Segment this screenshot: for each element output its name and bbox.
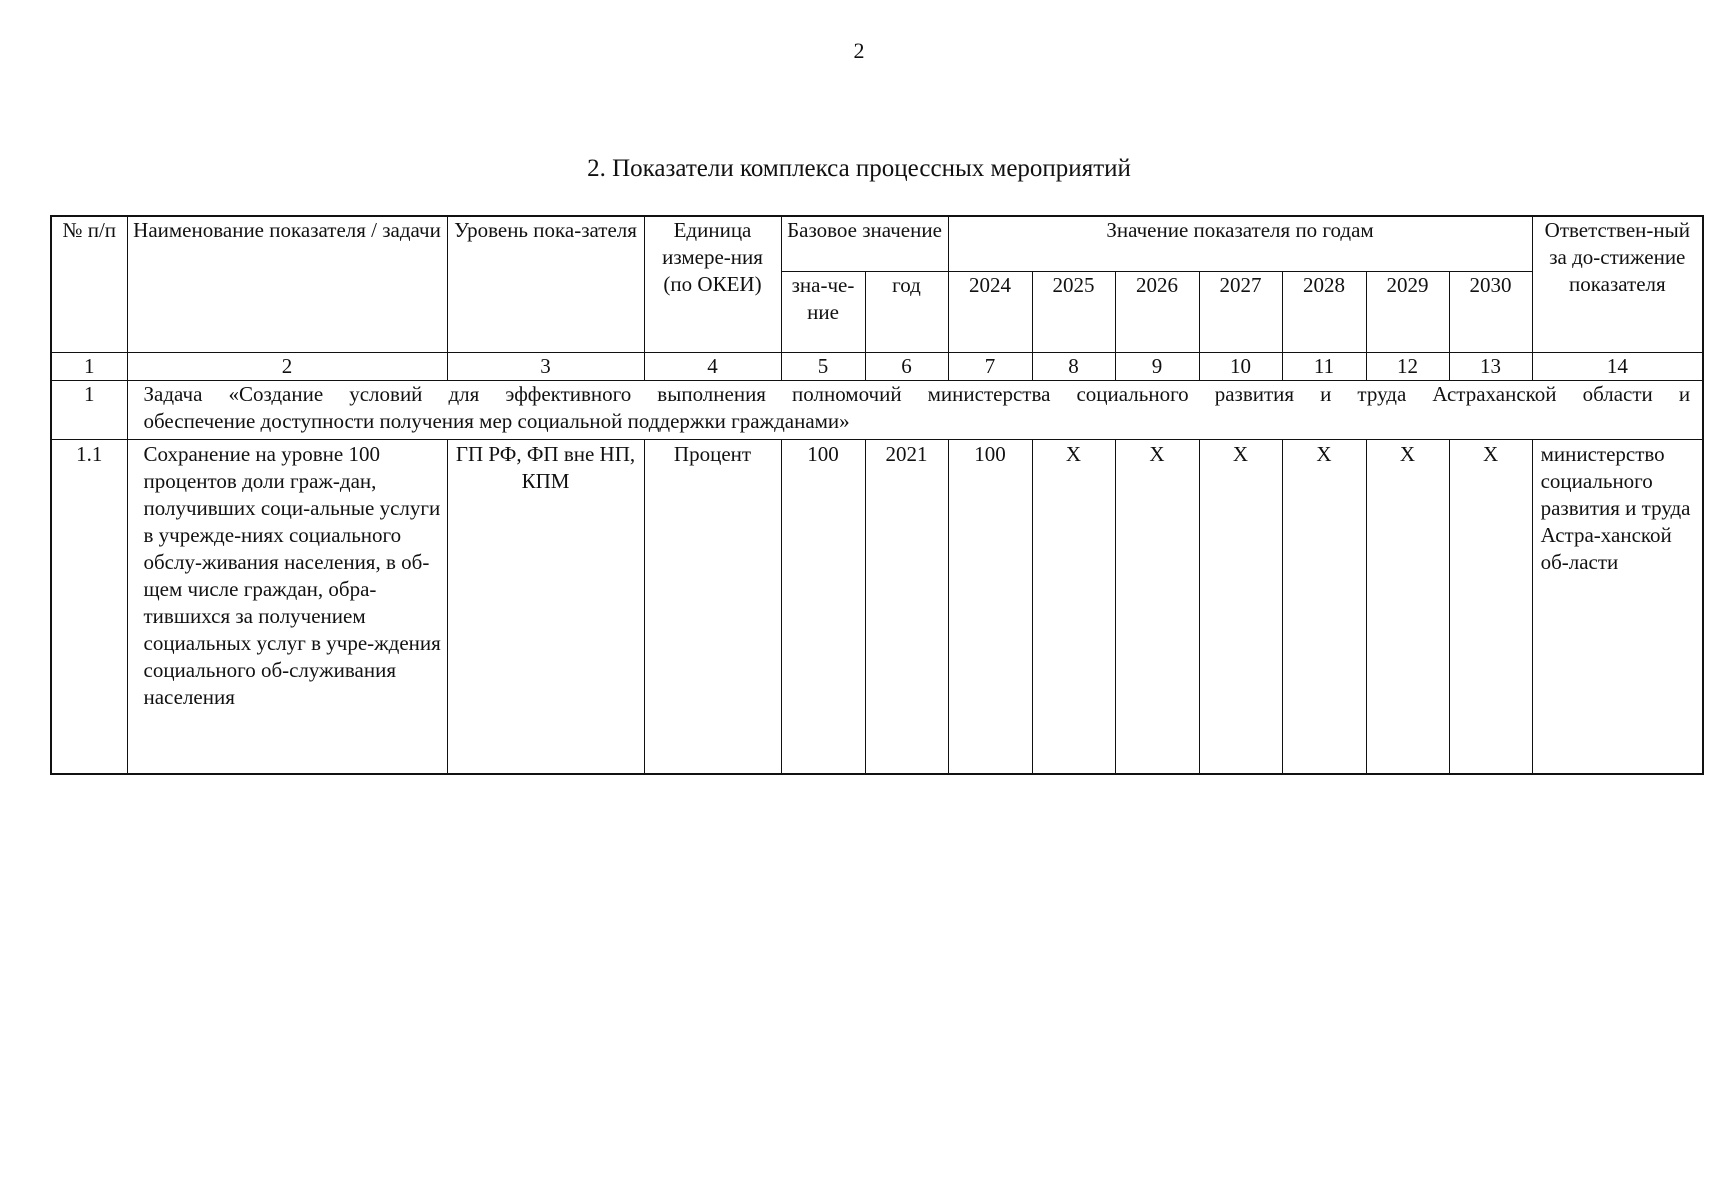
header-unit: Единица измере-ния (по ОКЕИ)	[644, 216, 781, 353]
column-number: 12	[1366, 353, 1449, 381]
task-line-2: обеспечение доступности получения мер социальной поддержки гражданами»	[143, 409, 850, 433]
column-number: 8	[1032, 353, 1115, 381]
column-number: 4	[644, 353, 781, 381]
header-num: № п/п	[51, 216, 127, 272]
header-level-cont	[447, 272, 644, 353]
header-year: 2027	[1199, 272, 1282, 353]
page-number: 2	[853, 38, 865, 63]
header-year: 2025	[1032, 272, 1115, 353]
row-value: X	[1199, 440, 1282, 775]
header-responsible: Ответствен-ный за до-стижение показателя	[1532, 216, 1703, 353]
header-year: 2028	[1282, 272, 1366, 353]
column-number: 5	[781, 353, 865, 381]
column-number: 14	[1532, 353, 1703, 381]
header-base: Базовое значение	[781, 216, 948, 272]
row-value: X	[1449, 440, 1532, 775]
column-number: 10	[1199, 353, 1282, 381]
row-value: X	[1282, 440, 1366, 775]
row-value: 100	[948, 440, 1032, 775]
task-description	[127, 381, 1703, 440]
row-name: Сохранение на уровне 100 процентов доли граж-дан, получивших соци-альные услуги в учрежде-ниях социального обслу-живания населения, в об-щем числе граждан, обра-тившихся за получением социальных услуг в учре-ждения социального об-служивания населения	[127, 440, 447, 775]
header-by-years: Значение показателя по годам	[948, 216, 1532, 272]
section-title: 2. Показатели комплекса процессных мероприятий	[587, 155, 1131, 182]
column-number: 1	[51, 353, 127, 381]
task-num: 1	[51, 381, 127, 440]
column-number: 13	[1449, 353, 1532, 381]
column-number: 2	[127, 353, 447, 381]
row-value: X	[1115, 440, 1199, 775]
table-row	[51, 440, 1703, 775]
row-unit: Процент	[644, 440, 781, 775]
header-level: Уровень пока-зателя	[447, 216, 644, 272]
column-number: 11	[1282, 353, 1366, 381]
header-base-value: зна-че-ние	[781, 272, 865, 353]
task-line-1: Задача «Создание условий для эффективного выполнения полномочий министерства социального развития и труда Астраханской области и	[143, 382, 1691, 406]
row-base-value: 100	[781, 440, 865, 775]
row-value: X	[1032, 440, 1115, 775]
row-num: 1.1	[51, 440, 127, 775]
row-value: X	[1366, 440, 1449, 775]
header-num-cont	[51, 272, 127, 353]
header-name: Наименование показателя / задачи	[127, 216, 447, 272]
column-number: 9	[1115, 353, 1199, 381]
row-responsible: министерство социального развития и труда Астра-ханской об-ласти	[1532, 440, 1703, 775]
column-number: 7	[948, 353, 1032, 381]
row-level: ГП РФ, ФП вне НП, КПМ	[447, 440, 644, 775]
column-number: 6	[865, 353, 948, 381]
column-number: 3	[447, 353, 644, 381]
header-year: 2024	[948, 272, 1032, 353]
header-name-cont	[127, 272, 447, 353]
row-base-year: 2021	[865, 440, 948, 775]
header-base-year: год	[865, 272, 948, 353]
header-year: 2029	[1366, 272, 1449, 353]
indicators-table	[50, 215, 1704, 775]
header-year: 2030	[1449, 272, 1532, 353]
header-year: 2026	[1115, 272, 1199, 353]
